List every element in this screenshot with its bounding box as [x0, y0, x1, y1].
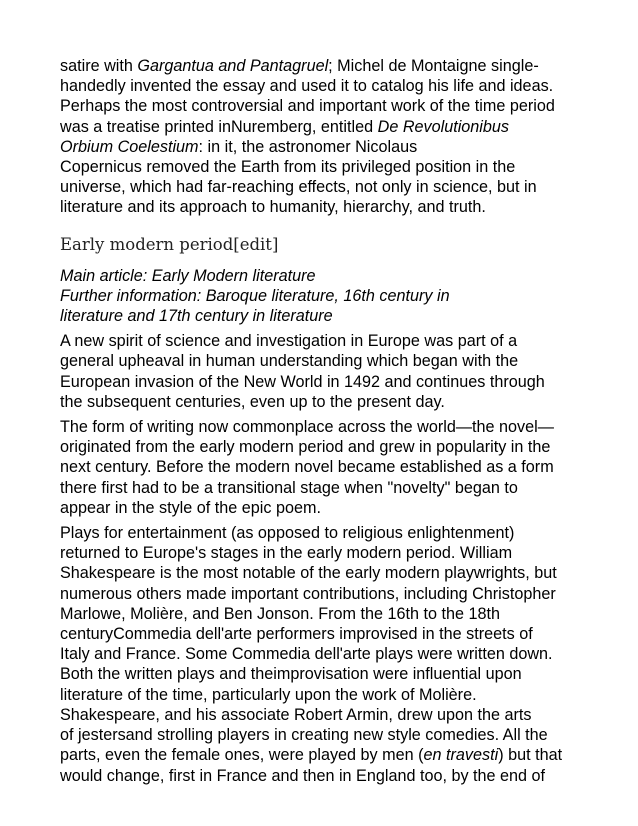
text-line: A new spirit of science and investigation in Europe was part of a — [60, 332, 518, 351]
text-line: Copernicus removed the Earth from its privileged position in the — [60, 158, 516, 177]
text-line — [60, 137, 620, 157]
text-line: would change, first in France and then in England too, by the end of — [60, 766, 546, 785]
text-line: numerous others made important contributions, including Christopher — [60, 584, 556, 603]
text-line: universe, which had far-reaching effects, not only in science, but in — [60, 178, 537, 197]
paragraph-novel — [60, 417, 620, 518]
text-span: ; Michel de Montaigne single- — [328, 57, 539, 75]
text-line: centuryCommedia dell'arte performers improvised in the streets of — [60, 625, 533, 644]
text-line: Perhaps the most controversial and important work of the time period — [60, 97, 555, 116]
text-line: literature and its approach to humanity, hierarchy, and truth. — [60, 198, 486, 217]
paragraph-science-investigation — [60, 331, 620, 412]
text-span: : in it, the astronomer Nicolaus — [198, 137, 418, 156]
text-line: handedly invented the essay and used it to catalog his life and ideas. — [60, 77, 554, 96]
italic-term: en travesti — [423, 746, 499, 765]
text-line: The form of writing now commonplace across the world—the novel— — [60, 418, 554, 437]
further-information-note: Further information: Baroque literature, 16th century in — [60, 286, 450, 305]
text-line: Italy and France. Some Commedia dell'arte plays were written down. — [60, 645, 553, 664]
text-line: originated from the early modern period and grew in popularity in the — [60, 438, 551, 457]
text-line — [60, 56, 620, 76]
text-span: satire with — [60, 57, 138, 75]
text-line: European invasion of the New World in 1492 and continues through — [60, 372, 545, 391]
paragraph-montaigne-copernicus — [60, 56, 620, 218]
text-line: Plays for entertainment (as opposed to religious enlightenment) — [60, 524, 515, 543]
text-line: Both the written plays and theimprovisation were influential upon — [60, 665, 522, 684]
text-span: parts, even the female ones, were played by men ( — [60, 746, 424, 765]
hatnote — [60, 266, 620, 327]
document-page — [60, 56, 620, 791]
italic-title: De Revolutionibus — [377, 117, 509, 136]
main-article-note: Main article: Early Modern literature — [60, 266, 316, 285]
paragraph-plays — [60, 523, 620, 786]
further-information-note: literature and 17th century in literature — [60, 307, 333, 326]
section-heading: Early modern period[edit] — [60, 234, 279, 254]
text-line: appear in the style of the epic poem. — [60, 498, 321, 517]
text-span: ) but that — [498, 746, 563, 765]
text-line: the subsequent centuries, even up to the present day. — [60, 392, 445, 411]
italic-title: Orbium Coelestium — [60, 137, 199, 156]
text-span: was a treatise printed inNuremberg, entitled — [60, 117, 378, 136]
text-line: literature of the time, particularly upon the work of Molière. — [60, 685, 477, 704]
text-line: Shakespeare is the most notable of the early modern playwrights, but — [60, 564, 557, 583]
text-line — [60, 745, 620, 765]
italic-title: Gargantua and Pantagruel — [137, 57, 329, 75]
text-line: Marlowe, Molière, and Ben Jonson. From the 16th to the 18th — [60, 604, 501, 623]
text-line: Shakespeare, and his associate Robert Armin, drew upon the arts — [60, 705, 532, 724]
text-line: next century. Before the modern novel became established as a form — [60, 458, 554, 477]
text-line: returned to Europe's stages in the early modern period. William — [60, 544, 513, 563]
text-line — [60, 117, 620, 137]
text-line: there first had to be a transitional stage when "novelty" began to — [60, 478, 518, 497]
text-line: of jestersand strolling players in creating new style comedies. All the — [60, 726, 548, 745]
text-line: general upheaval in human understanding which began with the — [60, 352, 519, 371]
